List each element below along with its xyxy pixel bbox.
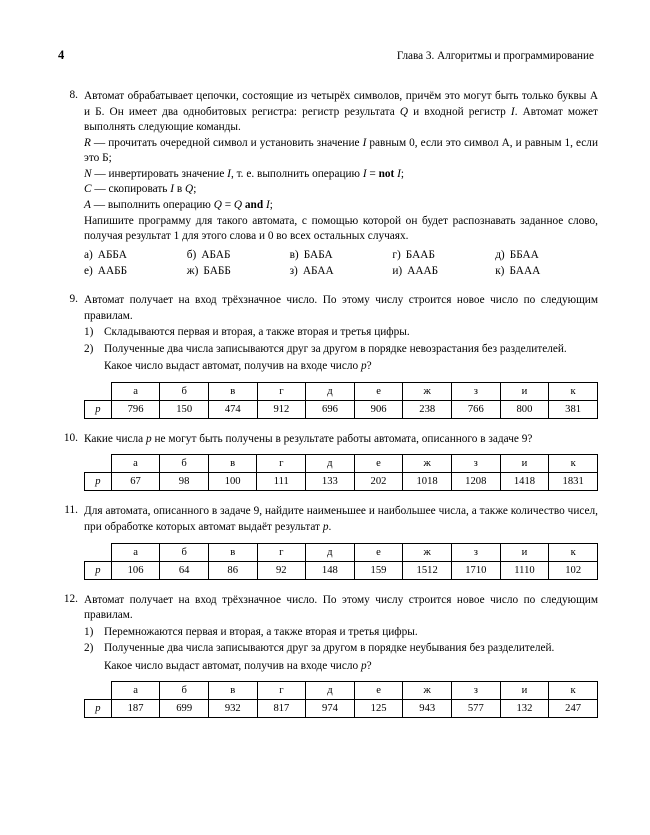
column-header: к: [549, 682, 598, 700]
table-cell: 1418: [500, 473, 549, 491]
table-cell: 238: [403, 400, 452, 418]
answer-letter: а): [84, 248, 93, 261]
rule-marker: 2): [84, 342, 94, 355]
table-cell: 974: [306, 700, 355, 718]
answer-text: БААА: [509, 265, 541, 278]
column-header: к: [549, 455, 598, 473]
task-12-rule-2: [84, 641, 598, 657]
table-cell: 133: [306, 473, 355, 491]
table-cell: 943: [403, 700, 452, 718]
rule-text: Полученные два числа записываются друг за другом в порядке невозрастания без разделителей.: [104, 342, 567, 355]
task-12-table: [84, 681, 598, 718]
table-cell: 92: [257, 561, 306, 579]
column-header: г: [257, 382, 306, 400]
task-8-answer-i: [392, 264, 495, 280]
table-cell: 159: [354, 561, 403, 579]
row-label: p: [85, 561, 112, 579]
task-8-answers: [84, 248, 598, 280]
table-cell: 100: [208, 473, 257, 491]
table-cell: 106: [111, 561, 160, 579]
column-header: в: [208, 543, 257, 561]
task-12-intro: Автомат получает на вход трёхзначное число. По этому числу строится новое число по следующим правилам.: [84, 593, 598, 622]
task-8-paragraph-1: Автомат обрабатывает цепочки, состоящие из четырёх символов, причём это могут быть только буквы А и Б. Он имеет два однобитовых регистра: регистр результата Q и входной регистр I. Автомат может выполнять следующие команды.: [84, 90, 598, 134]
column-header: д: [306, 543, 355, 561]
answer-text: АББА: [97, 248, 127, 261]
table-corner-cell: [85, 382, 112, 400]
task-10: [58, 432, 598, 492]
table-row: [85, 473, 598, 491]
column-header: и: [500, 682, 549, 700]
task-8-answer-d: [495, 248, 598, 264]
table-cell: 67: [111, 473, 160, 491]
table-cell: 474: [208, 400, 257, 418]
answer-letter: ж): [186, 265, 199, 278]
task-11-table: [84, 543, 598, 580]
column-header: б: [160, 543, 209, 561]
column-header: ж: [403, 455, 452, 473]
column-header: д: [306, 455, 355, 473]
column-header: а: [111, 682, 160, 700]
table-header-row: [85, 382, 598, 400]
table-corner-cell: [85, 682, 112, 700]
table-cell: 132: [500, 700, 549, 718]
column-header: б: [160, 455, 209, 473]
answer-text: БАББ: [203, 265, 231, 278]
table-cell: 912: [257, 400, 306, 418]
task-11-intro: Для автомата, описанного в задаче 9, найдите наименьшее и наибольшее числа, а также количество чисел, при обработке которых автомат выдаёт результат p.: [84, 505, 598, 533]
task-9-rule-2: [84, 342, 598, 358]
task-12: [58, 593, 598, 719]
column-header: б: [160, 382, 209, 400]
task-12-body: [84, 593, 598, 719]
answer-letter: е): [84, 265, 93, 278]
column-header: з: [451, 455, 500, 473]
answer-letter: з): [289, 265, 298, 278]
task-9-question: [84, 359, 598, 375]
table-cell: 906: [354, 400, 403, 418]
answer-letter: к): [495, 265, 505, 278]
table-cell: 125: [354, 700, 403, 718]
task-8-answer-zh: [187, 264, 290, 280]
rule-marker: 1): [84, 625, 94, 638]
table-cell: 381: [549, 400, 598, 418]
column-header: г: [257, 455, 306, 473]
table-cell: 817: [257, 700, 306, 718]
table-cell: 64: [160, 561, 209, 579]
task-8-answer-a: [84, 248, 187, 264]
answer-letter: б): [186, 248, 197, 261]
task-12-number: 12.: [63, 592, 78, 605]
answer-text: АБАА: [302, 265, 334, 278]
table-cell: 1710: [451, 561, 500, 579]
row-label: p: [85, 400, 112, 418]
answer-text: БААБ: [405, 248, 435, 261]
task-8-answer-k: [495, 264, 598, 280]
table-header-row: [85, 455, 598, 473]
table-cell: 148: [306, 561, 355, 579]
task-10-number: 10.: [63, 431, 78, 444]
task-8-paragraph-5: A — выполнить операцию Q = Q and I;: [84, 199, 273, 212]
task-10-body: [84, 432, 598, 492]
task-8-paragraph-3: N — инвертировать значение I, т. е. выполнить операцию I = not I;: [84, 167, 405, 180]
column-header: а: [111, 382, 160, 400]
rule-marker: 2): [84, 642, 94, 655]
column-header: к: [549, 382, 598, 400]
column-header: е: [354, 455, 403, 473]
column-header: е: [354, 382, 403, 400]
column-header: к: [549, 543, 598, 561]
answer-letter: г): [392, 248, 401, 261]
task-12-question-text: Какое число выдаст автомат, получив на входе число p?: [104, 659, 372, 672]
answer-text: ББАА: [509, 248, 539, 261]
table-row: [85, 561, 598, 579]
task-8-answer-g: [392, 248, 495, 264]
column-header: з: [452, 682, 501, 700]
column-header: е: [354, 682, 403, 700]
task-9-intro: Автомат получает на вход трёхзначное число. По этому числу строится новое число по следующим правилам.: [84, 293, 598, 322]
task-8-answer-e: [84, 264, 187, 280]
task-12-rule-1: [84, 625, 598, 641]
row-label: p: [85, 700, 112, 718]
task-12-rules: [84, 625, 598, 657]
page-header: [58, 48, 598, 63]
task-8-paragraph-6: Напишите программу для такого автомата, с помощью которой он будет распознавать заданное слово, получая результат 1 для этого слова и 0 во всех остальных случаях.: [84, 214, 598, 243]
task-11-body: [84, 504, 598, 579]
answer-text: ААББ: [97, 265, 128, 278]
task-8: [58, 89, 598, 280]
table-cell: 1208: [451, 473, 500, 491]
column-header: в: [208, 455, 257, 473]
table-cell: 86: [208, 561, 257, 579]
table-cell: 699: [160, 700, 209, 718]
table-cell: 202: [354, 473, 403, 491]
table-cell: 1018: [403, 473, 452, 491]
task-9-rule-1: [84, 325, 598, 341]
column-header: а: [111, 455, 160, 473]
task-8-paragraph-2: R — прочитать очередной символ и установить значение I равным 0, если это символ А, и равным 1, если это Б;: [84, 136, 598, 165]
task-8-paragraph-4: C — скопировать I в Q;: [84, 183, 197, 196]
table-cell: 1512: [403, 561, 452, 579]
column-header: б: [160, 682, 209, 700]
task-8-answer-row-1: [84, 248, 598, 264]
column-header: з: [452, 382, 501, 400]
column-header: а: [111, 543, 160, 561]
answer-text: АААБ: [407, 265, 439, 278]
column-header: г: [257, 682, 306, 700]
table-cell: 187: [111, 700, 160, 718]
answer-letter: д): [495, 248, 505, 261]
table-cell: 696: [306, 400, 355, 418]
table-cell: 577: [452, 700, 501, 718]
task-8-answer-z: [290, 264, 393, 280]
column-header: и: [500, 382, 549, 400]
table-cell: 800: [500, 400, 549, 418]
task-11: [58, 504, 598, 579]
rule-text: Складываются первая и вторая, а также вторая и третья цифры.: [104, 326, 410, 339]
task-9-question-text: Какое число выдаст автомат, получив на входе число p?: [104, 360, 372, 373]
table-cell: 102: [549, 561, 598, 579]
column-header: е: [354, 543, 403, 561]
task-9-rules: [84, 325, 598, 357]
column-header: ж: [403, 543, 452, 561]
task-8-answer-v: [290, 248, 393, 264]
column-header: и: [500, 543, 549, 561]
task-8-answer-row-2: [84, 264, 598, 280]
task-9: [58, 293, 598, 419]
task-11-number: 11.: [64, 504, 78, 517]
task-9-number: 9.: [69, 292, 78, 305]
rule-marker: 1): [84, 326, 94, 339]
answer-letter: и): [392, 265, 403, 278]
column-header: д: [306, 682, 355, 700]
column-header: г: [257, 543, 306, 561]
table-header-row: [85, 682, 598, 700]
answer-text: АБАБ: [201, 248, 231, 261]
rule-text: Перемножаются первая и вторая, а также вторая и третья цифры.: [104, 625, 418, 638]
column-header: ж: [403, 682, 452, 700]
page-number: 4: [58, 48, 65, 62]
task-10-intro: Какие числа p не могут быть получены в результате работы автомата, описанного в задаче 9?: [84, 432, 533, 445]
table-cell: 766: [452, 400, 501, 418]
table-corner-cell: [85, 543, 112, 561]
task-8-answer-b: [187, 248, 290, 264]
table-row: [85, 400, 598, 418]
task-8-body: [84, 89, 598, 280]
table-cell: 932: [208, 700, 257, 718]
table-cell: 1110: [500, 561, 549, 579]
task-8-number: 8.: [69, 89, 78, 101]
answer-text: БАБА: [303, 248, 333, 261]
column-header: и: [500, 455, 549, 473]
table-cell: 98: [160, 473, 209, 491]
table-row: [85, 700, 598, 718]
column-header: в: [208, 382, 257, 400]
column-header: в: [208, 682, 257, 700]
answer-letter: в): [289, 248, 299, 261]
rule-text: Полученные два числа записываются друг за другом в порядке неубывания без разделителей.: [104, 642, 555, 655]
table-cell: 247: [549, 700, 598, 718]
task-9-table: [84, 382, 598, 419]
column-header: д: [306, 382, 355, 400]
task-10-table: [84, 454, 598, 491]
table-header-row: [85, 543, 598, 561]
row-label: p: [85, 473, 112, 491]
table-corner-cell: [85, 455, 112, 473]
table-cell: 796: [111, 400, 160, 418]
column-header: з: [451, 543, 500, 561]
table-cell: 150: [160, 400, 209, 418]
task-9-body: [84, 293, 598, 419]
task-12-question: [84, 659, 598, 675]
column-header: ж: [403, 382, 452, 400]
running-title: Глава 3. Алгоритмы и программирование: [396, 50, 594, 62]
table-cell: 1831: [549, 473, 598, 491]
table-cell: 111: [257, 473, 306, 491]
